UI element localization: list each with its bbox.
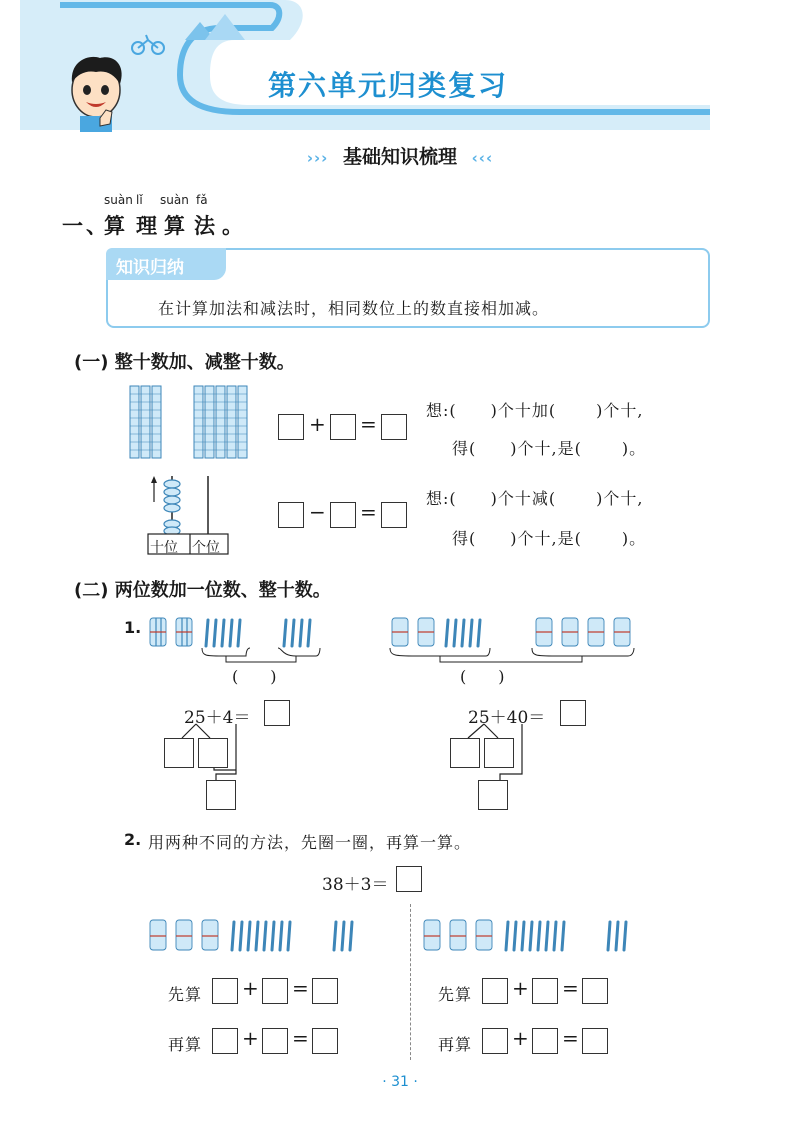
left-first-box-b[interactable] xyxy=(262,978,288,1004)
page-number: · 31 · xyxy=(382,1074,418,1090)
right-first-box-a[interactable] xyxy=(482,978,508,1004)
q1-left-answer-box[interactable] xyxy=(264,700,290,726)
plus-sign: + xyxy=(309,412,326,436)
right-first-box-b[interactable] xyxy=(532,978,558,1004)
pinyin-3: suàn xyxy=(160,193,189,207)
left-first-box-a[interactable] xyxy=(212,978,238,1004)
q2-expr: 38＋3＝ xyxy=(322,875,389,895)
left-then-eq: = xyxy=(292,1026,309,1050)
boy-avatar xyxy=(60,52,132,132)
answer-box-2b[interactable] xyxy=(330,502,356,528)
left-first-plus: + xyxy=(242,976,259,1000)
q1-left-expr: 25＋4＝ xyxy=(184,708,251,728)
answer-box-1b[interactable] xyxy=(330,414,356,440)
equals-sign: = xyxy=(360,412,377,436)
pinyin-4: fǎ xyxy=(196,193,208,207)
minus-sign: − xyxy=(309,500,326,524)
part1-char-3: 算 xyxy=(164,214,188,238)
part1-char-4: 法 xyxy=(194,214,218,238)
result-line-2: 得( )个十,是( )。 xyxy=(452,529,647,548)
q1-right-sum-box[interactable] xyxy=(478,780,508,810)
right-first-plus: + xyxy=(512,976,529,1000)
arrows-left: ››› xyxy=(306,149,329,167)
answer-box-2a[interactable] xyxy=(278,502,304,528)
arrows-right: ‹‹‹ xyxy=(471,149,494,167)
left-then-plus: + xyxy=(242,1026,259,1050)
q1-right-split-ones[interactable] xyxy=(484,738,514,768)
think-line-1: 想:( )个十加( )个十, xyxy=(426,401,644,420)
q1-label: 1. xyxy=(124,618,142,637)
q2-sticks-left xyxy=(146,916,366,956)
abacus-label-ones: 个位 xyxy=(192,540,220,556)
then-calc-label-left: 再算 xyxy=(168,1035,203,1054)
left-then-box-c[interactable] xyxy=(312,1028,338,1054)
q2-text: 用两种不同的方法，先圈一圈，再算一算。 xyxy=(148,833,472,852)
q2-label: 2. xyxy=(124,830,142,849)
sub1-title: (一) 整十数加、减整十数。 xyxy=(74,352,295,373)
right-then-plus: + xyxy=(512,1026,529,1050)
part1-period: 。 xyxy=(222,214,246,238)
right-then-box-b[interactable] xyxy=(532,1028,558,1054)
sticks-figure-left xyxy=(146,614,336,668)
part1-number: 一、 xyxy=(62,214,110,238)
q1-right-answer-box[interactable] xyxy=(560,700,586,726)
part1-char-2: 理 xyxy=(136,214,160,238)
section-title: 基础知识梳理 xyxy=(342,146,457,168)
first-calc-label-left: 先算 xyxy=(168,985,203,1004)
divider xyxy=(410,904,411,1060)
knowledge-text: 在计算加法和减法时，相同数位上的数直接相加减。 xyxy=(158,299,550,318)
part1-char-1: 算 xyxy=(104,214,128,238)
right-first-box-c[interactable] xyxy=(582,978,608,1004)
sticks-figure-right xyxy=(386,614,646,668)
q1-right-split-tens[interactable] xyxy=(450,738,480,768)
q1-left-split-tens[interactable] xyxy=(164,738,194,768)
q1-right-paren: ( ) xyxy=(460,667,505,686)
pinyin-2: lǐ xyxy=(136,193,143,207)
right-then-eq: = xyxy=(562,1026,579,1050)
left-first-eq: = xyxy=(292,976,309,1000)
left-then-box-a[interactable] xyxy=(212,1028,238,1054)
abacus-label-tens: 十位 xyxy=(150,540,178,556)
equals-sign-2: = xyxy=(360,500,377,524)
left-then-box-b[interactable] xyxy=(262,1028,288,1054)
section-heading xyxy=(0,142,800,169)
right-first-eq: = xyxy=(562,976,579,1000)
q1-left-paren: ( ) xyxy=(232,667,277,686)
answer-box-1a[interactable] xyxy=(278,414,304,440)
tens-blocks-figure xyxy=(128,384,278,460)
unit-title: 第六单元归类复习 xyxy=(268,69,509,102)
q1-left-split-ones[interactable] xyxy=(198,738,228,768)
think-line-2: 想:( )个十减( )个十, xyxy=(426,489,644,508)
answer-box-2c[interactable] xyxy=(381,502,407,528)
sub2-title: (二) 两位数加一位数、整十数。 xyxy=(74,580,331,601)
right-then-box-c[interactable] xyxy=(582,1028,608,1054)
right-then-box-a[interactable] xyxy=(482,1028,508,1054)
then-calc-label-right: 再算 xyxy=(438,1035,473,1054)
answer-box-1c[interactable] xyxy=(381,414,407,440)
result-line-1: 得( )个十,是( )。 xyxy=(452,439,647,458)
pinyin-1: suàn xyxy=(104,193,133,207)
q1-left-sum-box[interactable] xyxy=(206,780,236,810)
q2-sticks-right xyxy=(420,916,640,956)
first-calc-label-right: 先算 xyxy=(438,985,473,1004)
left-first-box-c[interactable] xyxy=(312,978,338,1004)
q2-answer-box[interactable] xyxy=(396,866,422,892)
knowledge-tag: 知识归纳 xyxy=(106,248,226,280)
q1-right-expr: 25＋40＝ xyxy=(468,708,546,728)
